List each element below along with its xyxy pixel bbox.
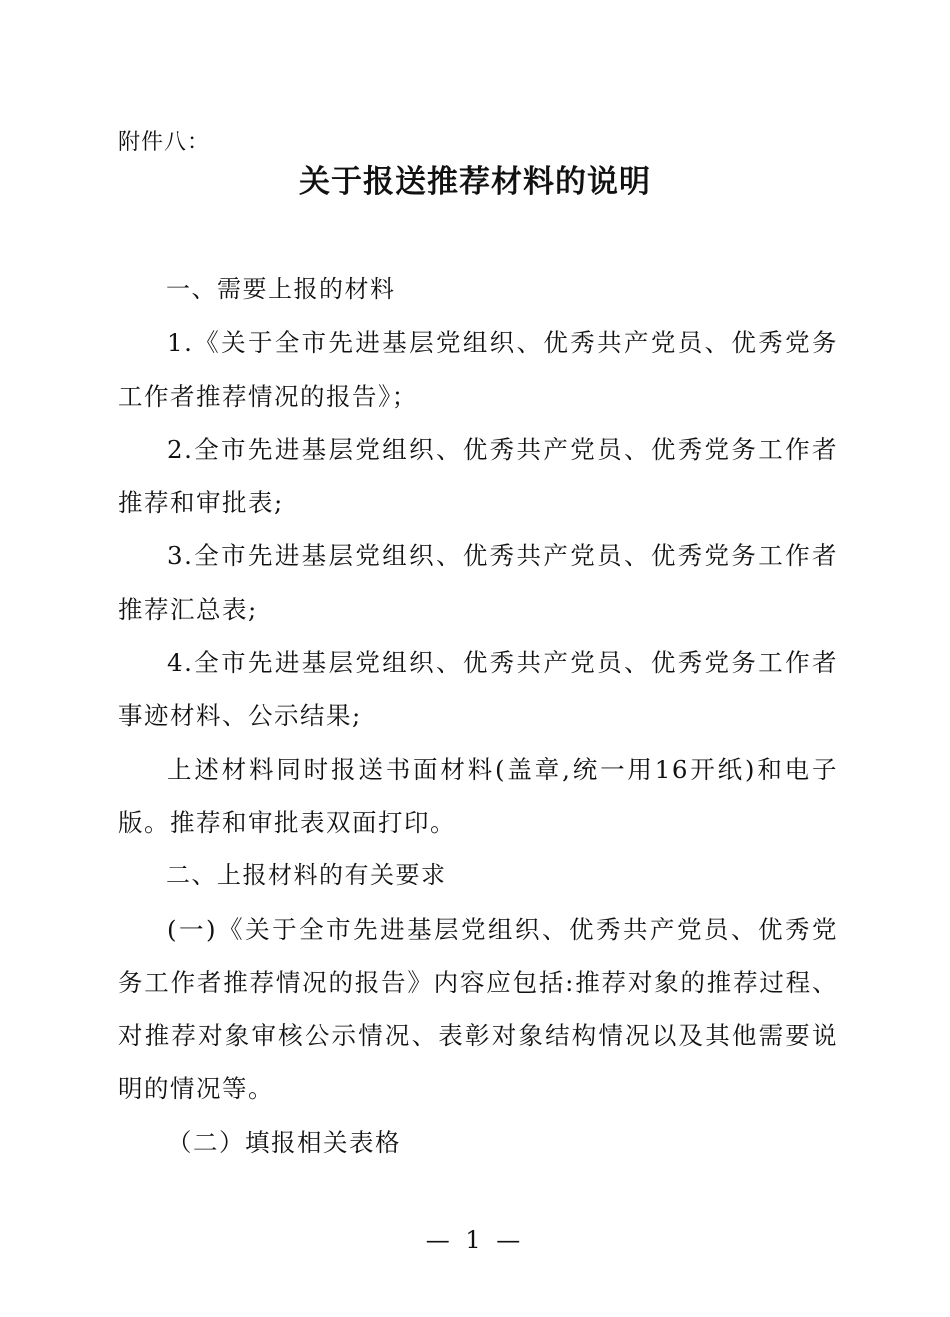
submission-note: 上述材料同时报送书面材料(盖章,统一用16开纸)和电子版。推荐和审批表双面打印。 [118, 754, 838, 837]
document-title: 关于报送推荐材料的说明 [299, 164, 651, 200]
material-item-2: 2.全市先进基层党组织、优秀共产党员、优秀党务工作者推荐和审批表; [118, 434, 838, 518]
section-heading-materials: 一、需要上报的材料 [166, 275, 396, 303]
attachment-label: 附件八： [118, 130, 211, 155]
material-item-4: 4.全市先进基层党组织、优秀共产党员、优秀党务工作者事迹材料、公示结果; [118, 648, 838, 731]
material-item-1: 1.《关于全市先进基层党组织、优秀共产党员、优秀党务工作者推荐情况的报告》； [118, 328, 838, 411]
requirement-item-2: （二）填报相关表格 [167, 1127, 401, 1157]
section-heading-requirements: 二、上报材料的有关要求 [166, 861, 447, 890]
requirement-item-1: (一)《关于全市先进基层党组织、优秀共产党员、优秀党务工作者推荐情况的报告》内容应包括:推荐对象的推荐过程、对推荐对象审核公示情况、表彰对象结构情况以及其他需要说明的情况等。 [118, 914, 838, 1104]
material-item-3: 3.全市先进基层党组织、优秀共产党员、优秀党务工作者推荐汇总表; [118, 541, 838, 624]
document-body [118, 263, 838, 1169]
page-number: — 1 — [425, 1226, 525, 1254]
